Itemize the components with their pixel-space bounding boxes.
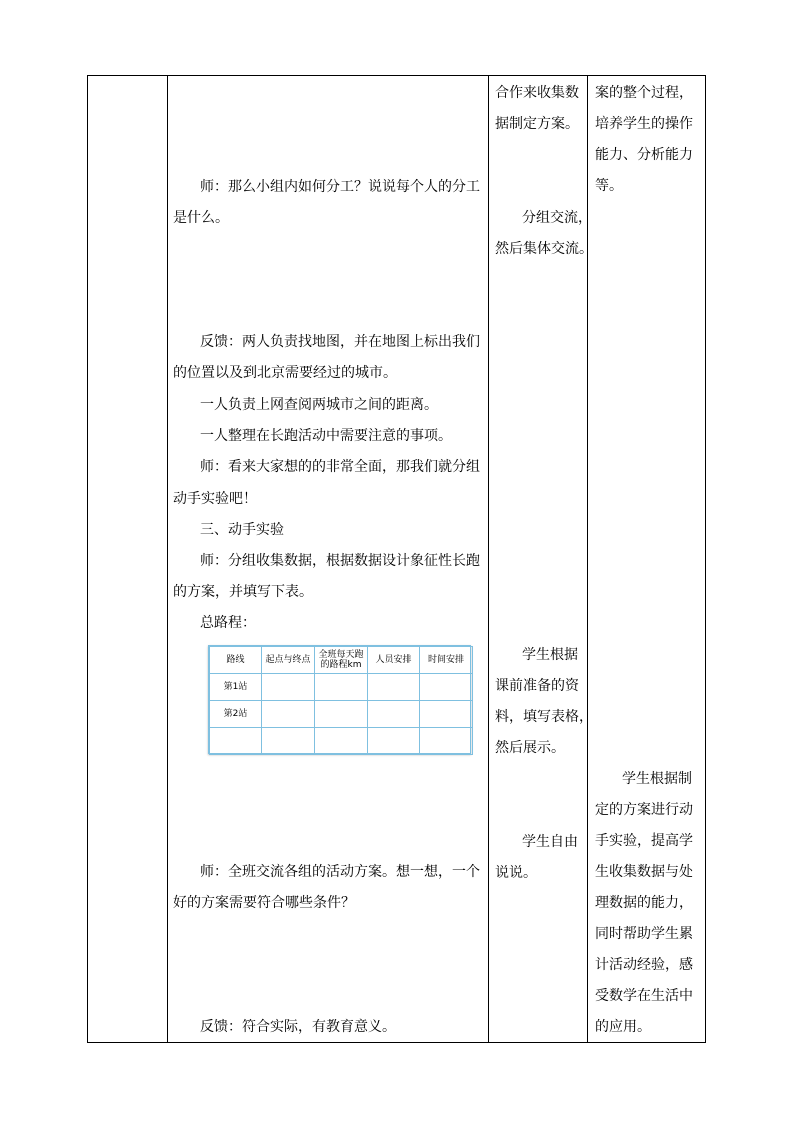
table-cell (368, 728, 420, 755)
intent-text: 案的整个过程， (595, 85, 693, 101)
table-header: 人员安排 (368, 647, 420, 674)
student-text: 学生根据 (522, 647, 578, 663)
student-text: 合作来收集数 (495, 85, 579, 101)
student-text: 料，填写表格， (495, 709, 593, 725)
column-divider (167, 76, 168, 1042)
feedback-text: 一人负责上网查阅两城市之间的距离。 (200, 397, 438, 413)
table-cell (262, 701, 315, 728)
student-text: 据制定方案。 (495, 116, 579, 132)
feedback-text: 一人整理在长跑活动中需要注意的事项。 (200, 428, 452, 444)
table-cell (368, 674, 420, 701)
feedback-text: 反馈：两人负责找地图，并在地图上标出我们 (200, 334, 480, 350)
feedback-text: 反馈：符合实际，有教育意义。 (200, 1019, 396, 1035)
student-text: 分组交流， (522, 210, 592, 226)
teacher-text: 师：分组收集数据，根据数据设计象征性长跑 (200, 553, 480, 569)
table-header: 全班每天跑的路程km (315, 647, 368, 674)
table-cell (368, 701, 420, 728)
table-cell (420, 728, 473, 755)
teacher-text: 的方案，并填写下表。 (173, 584, 313, 600)
intent-text: 培养学生的操作 (595, 116, 693, 132)
student-text: 然后展示。 (495, 740, 565, 756)
table-cell: 第1站 (210, 674, 262, 701)
table-cell (315, 701, 368, 728)
intent-text: 受数学在生活中 (595, 988, 693, 1004)
teacher-text: 师：那么小组内如何分工？说说每个人的分工 (200, 179, 480, 195)
student-text: 说说。 (495, 865, 537, 881)
table-cell (262, 728, 315, 755)
total-distance-label: 总路程： (200, 615, 256, 631)
teacher-text: 师：看来大家想的的非常全面，那我们就分组 (200, 459, 480, 475)
intent-text: 的应用。 (595, 1019, 651, 1035)
intent-text: 学生根据制 (622, 771, 692, 787)
student-text: 然后集体交流。 (495, 241, 593, 257)
table-cell: 第2站 (210, 701, 262, 728)
table-cell (315, 674, 368, 701)
route-plan-table (208, 645, 471, 754)
teacher-text: 师：全班交流各组的活动方案。想一想，一个 (200, 864, 480, 880)
teacher-text: 动手实验吧！ (173, 491, 257, 507)
intent-text: 定的方案进行动 (595, 802, 693, 818)
feedback-text: 的位置以及到北京需要经过的城市。 (173, 365, 397, 381)
table-cell (315, 728, 368, 755)
intent-text: 手实验，提高学 (595, 833, 693, 849)
intent-text: 等。 (595, 178, 623, 194)
intent-text: 同时帮助学生累 (595, 926, 693, 942)
table-header: 起点与终点 (262, 647, 315, 674)
table-header: 路线 (210, 647, 262, 674)
intent-text: 理数据的能力， (595, 895, 693, 911)
intent-text: 能力、分析能力 (595, 147, 693, 163)
table-cell (420, 701, 473, 728)
table-cell (210, 728, 262, 755)
table-header: 时间安排 (420, 647, 473, 674)
table-cell (262, 674, 315, 701)
intent-text: 计活动经验，感 (595, 957, 693, 973)
student-text: 课前准备的资 (495, 678, 579, 694)
teacher-text: 好的方案需要符合哪些条件？ (173, 895, 355, 911)
table-cell (420, 674, 473, 701)
teacher-text: 是什么。 (173, 210, 229, 226)
intent-text: 生收集数据与处 (595, 864, 693, 880)
student-text: 学生自由 (522, 834, 578, 850)
column-divider (488, 76, 489, 1042)
section-heading: 三、动手实验 (200, 522, 284, 538)
